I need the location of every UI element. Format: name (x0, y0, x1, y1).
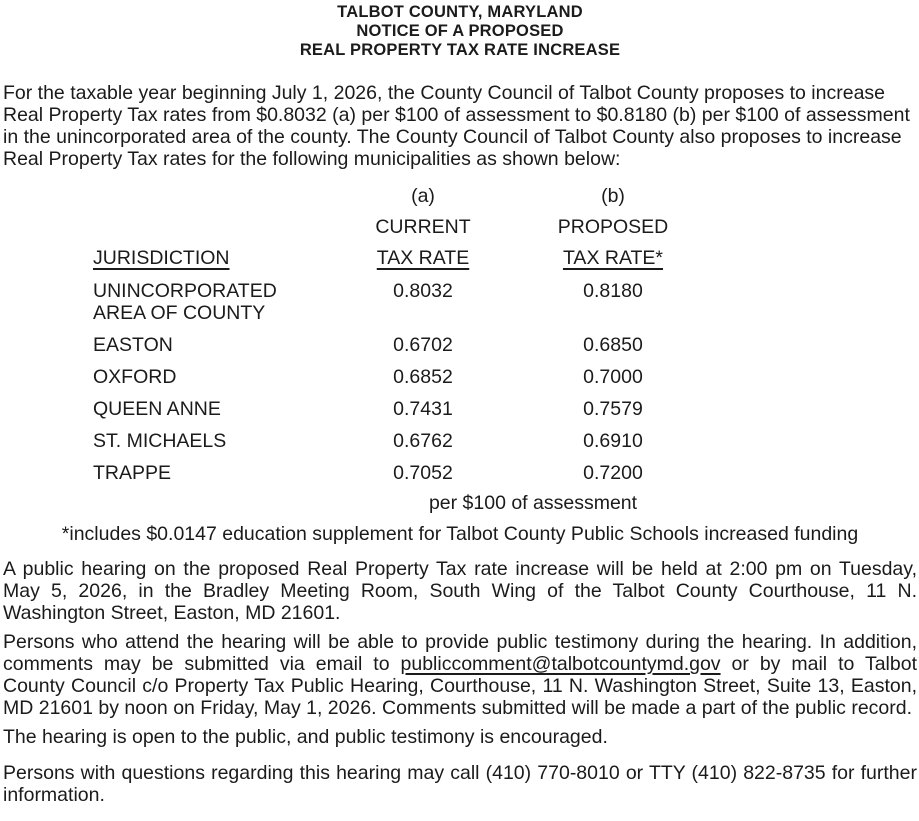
title-line-county: TALBOT COUNTY, MARYLAND (337, 3, 583, 21)
column-a-letter: (a) (411, 185, 435, 207)
table-row (93, 420, 708, 452)
contact-paragraph: Persons with questions regarding this hearing may call (410) 770-8010 or TTY (410) 822-8735 for further information. (3, 762, 917, 806)
open-hearing-paragraph: The hearing is open to the public, and public testimony is encouraged. (3, 726, 608, 748)
table-header-word-row (93, 207, 708, 238)
proposed-rate-cell: 0.6910 (583, 430, 643, 452)
education-supplement-footnote: *includes $0.0147 education supplement for Talbot County Public Schools increased funding (61, 523, 859, 545)
jurisdiction-header: JURISDICTION (93, 247, 230, 269)
table-row (93, 324, 708, 356)
jurisdiction-cell: QUEEN ANNE (93, 398, 221, 420)
notice-title (3, 3, 917, 60)
current-rate-cell: 0.7052 (393, 462, 453, 484)
jurisdiction-cell: TRAPPE (93, 462, 172, 484)
table-row (93, 356, 708, 388)
tax-rate-table (93, 185, 708, 484)
title-line-notice: NOTICE OF A PROPOSED (356, 22, 564, 40)
title-line-increase: REAL PROPERTY TAX RATE INCREASE (299, 41, 621, 59)
column-b-proposed-label: PROPOSED (557, 216, 669, 238)
column-a-current-label: CURRENT (375, 216, 471, 238)
current-rate-cell: 0.6702 (393, 334, 453, 356)
current-rate-cell: 0.8032 (393, 280, 453, 302)
proposed-rate-cell: 0.7579 (583, 398, 643, 420)
testimony-text-after: or by mail to Talbot County Council c/o Property Tax Public Hearing, Courthouse, 11 N. Washington Street, Suite 13, Easton, MD 21601 by noon on Friday, May 1, 2026. Comments submitted will be made a part of the public record. (3, 653, 917, 719)
table-header-letter-row (93, 185, 708, 207)
jurisdiction-cell: EASTON (93, 334, 173, 356)
jurisdiction-cell: OXFORD (93, 366, 177, 388)
jurisdiction-cell: ST. MICHAELS (93, 430, 227, 452)
current-tax-rate-header: TAX RATE (376, 247, 470, 269)
proposed-rate-cell: 0.6850 (583, 334, 643, 356)
jurisdiction-cell: UNINCORPORATED AREA OF COUNTY (93, 280, 277, 324)
proposed-rate-cell: 0.7000 (583, 366, 643, 388)
unit-note: per $100 of assessment (428, 492, 638, 514)
current-rate-cell: 0.7431 (393, 398, 453, 420)
table-header-underline-row (93, 238, 708, 269)
email-link[interactable]: publiccomment@talbotcountymd.gov (400, 653, 721, 675)
table-row (93, 388, 708, 420)
proposed-rate-cell: 0.8180 (583, 280, 643, 302)
current-rate-cell: 0.6762 (393, 430, 453, 452)
empty-header-cell (93, 207, 328, 238)
testimony-paragraph (3, 631, 917, 719)
proposed-rate-cell: 0.7200 (583, 462, 643, 484)
hearing-paragraph: A public hearing on the proposed Real Property Tax rate increase will be held at 2:00 pm on Tuesday, May 5, 2026, in the Bradley Meeting Room, South Wing of the Talbot County Courthouse, 11 N. Washington Street, Easton, MD 21601. (3, 558, 917, 624)
table-row (93, 269, 708, 324)
proposed-tax-rate-header: TAX RATE* (562, 247, 664, 269)
table-row (93, 452, 708, 484)
testimony-text-before: Persons who attend the hearing will be able to provide public testimony during the hearing. In addition, comments may be submitted via email to (3, 631, 917, 675)
intro-paragraph: For the taxable year beginning July 1, 2026, the County Council of Talbot County proposes to increase Real Property Tax rates from $0.8032 (a) per $100 of assessment to $0.8180 (b) per $100 of assessment in the unincorporated area of the county. The County Council of Talbot County also proposes to increase Real Property Tax rates for the following municipalities as shown below: (3, 82, 910, 170)
current-rate-cell: 0.6852 (393, 366, 453, 388)
empty-header-cell (93, 185, 328, 207)
column-b-letter: (b) (601, 185, 625, 207)
